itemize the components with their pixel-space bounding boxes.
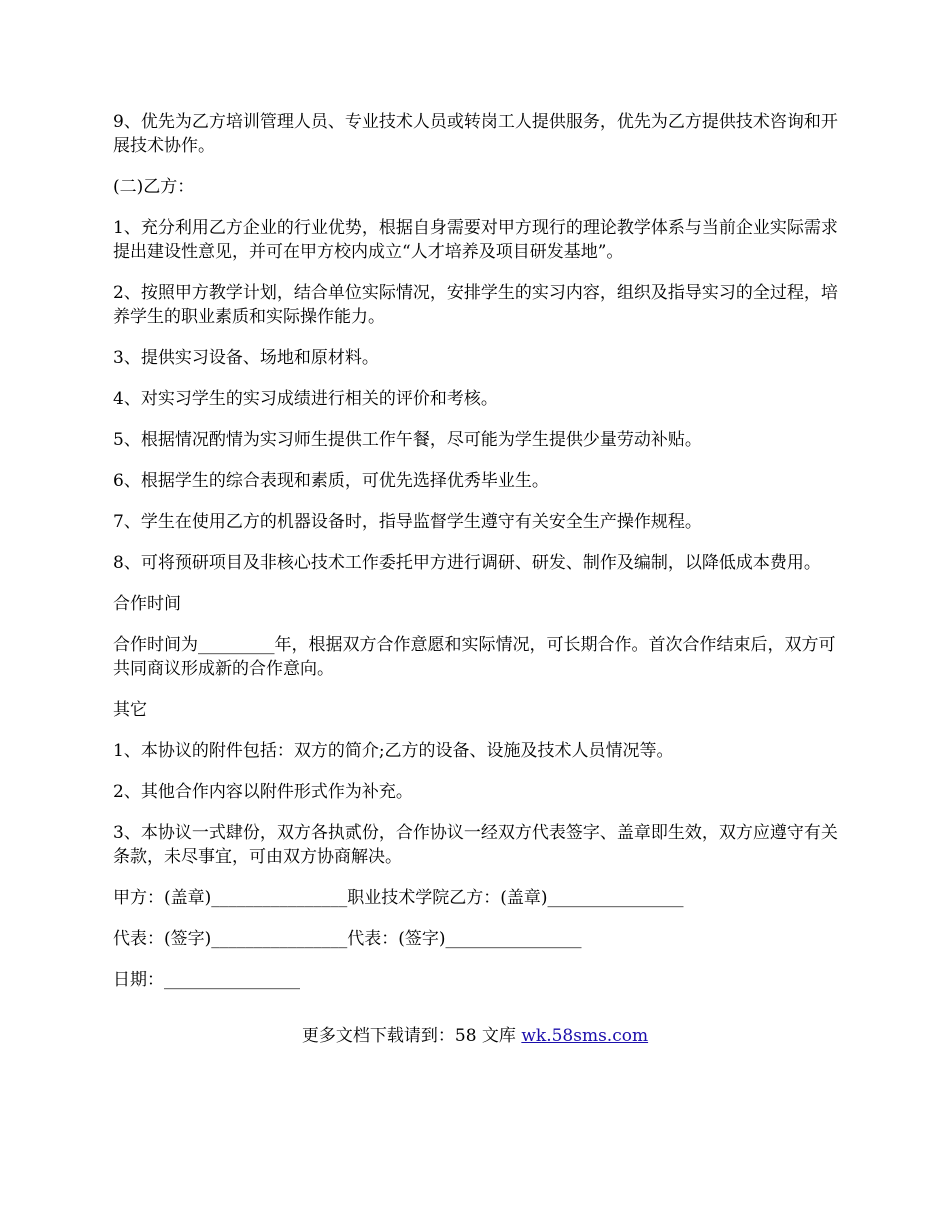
other-clause-2: 2、其他合作内容以附件形式作为补充。 (113, 782, 413, 802)
clause-7-party-b: 7、学生在使用乙方的机器设备时，指导监督学生遵守有关安全生产操作规程。 (113, 512, 702, 532)
section-heading-cooperation-period: 合作时间 (113, 594, 181, 614)
signature-line-representatives: 代表：(签字)________________代表：(签字)________________ (113, 929, 582, 949)
clause-1-party-b: 1、充分利用乙方企业的行业优势，根据自身需要对甲方现行的理论教学体系与当前企业实际需求提出建设性意见，并可在甲方校内成立“人才培养及项目研发基地”。 (113, 218, 838, 262)
other-clause-1: 1、本协议的附件包括：双方的简介;乙方的设备、设施及技术人员情况等。 (113, 741, 674, 761)
clause-4-party-b: 4、对实习学生的实习成绩进行相关的评价和考核。 (113, 389, 498, 409)
clause-8-party-b: 8、可将预研项目及非核心技术工作委托甲方进行调研、研发、制作及编制，以降低成本费用。 (113, 553, 821, 573)
clause-5-party-b: 5、根据情况酌情为实习师生提供工作午餐，尽可能为学生提供少量劳动补贴。 (113, 430, 702, 450)
signature-line-date: 日期：________________ (113, 970, 300, 990)
clause-9-party-a: 9、优先为乙方培训管理人员、专业技术人员或转岗工人提供服务，优先为乙方提供技术咨询和开展技术协作。 (113, 112, 838, 156)
signature-line-seals: 甲方：(盖章)________________职业技术学院乙方：(盖章)________________ (113, 888, 684, 908)
other-clause-3: 3、本协议一式肆份，双方各执贰份，合作协议一经双方代表签字、盖章即生效，双方应遵守有关条款，未尽事宜，可由双方协商解决。 (113, 823, 838, 867)
footer-text: 更多文档下载请到：58 文库 (301, 1026, 522, 1046)
cooperation-period-text: 合作时间为_________年，根据双方合作意愿和实际情况，可长期合作。首次合作结束后，双方可共同商议形成新的合作意向。 (113, 635, 836, 679)
clause-2-party-b: 2、按照甲方教学计划，结合单位实际情况，安排学生的实习内容，组织及指导实习的全过程，培养学生的职业素质和实际操作能力。 (113, 283, 838, 327)
footer-link[interactable]: wk.58sms.com (521, 1026, 649, 1046)
clause-3-party-b: 3、提供实习设备、场地和原材料。 (113, 348, 379, 368)
download-footer (0, 1024, 950, 1048)
document-body (113, 110, 843, 1009)
section-heading-party-b: (二)乙方： (113, 177, 195, 197)
section-heading-other: 其它 (113, 700, 147, 720)
clause-6-party-b: 6、根据学生的综合表现和素质，可优先选择优秀毕业生。 (113, 471, 549, 491)
